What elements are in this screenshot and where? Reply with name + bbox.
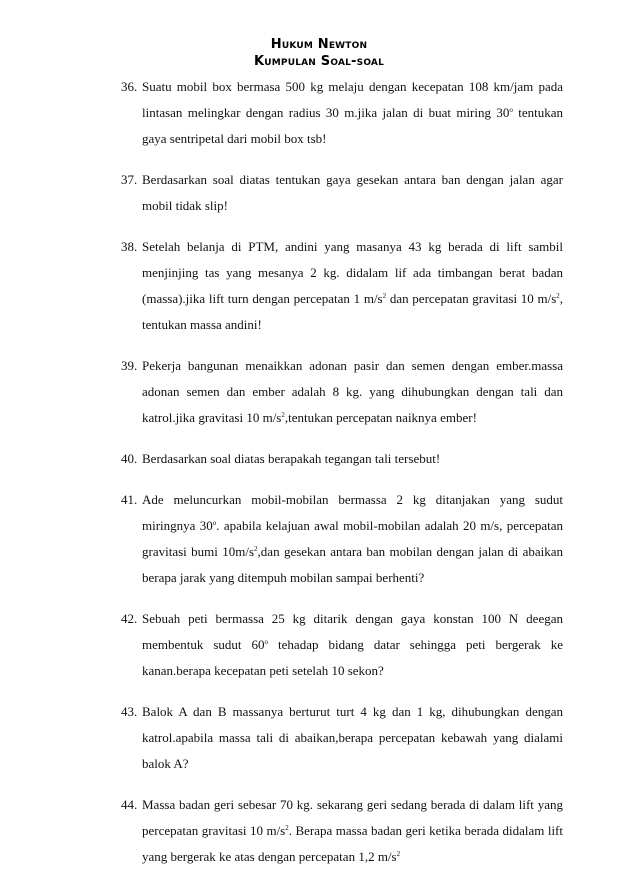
question-item — [121, 167, 563, 219]
superscript: 2 — [281, 411, 285, 419]
question-number: 40. — [121, 451, 138, 466]
superscript: 2 — [396, 850, 401, 858]
question-text — [142, 74, 563, 152]
text-segment: ,dan gesekan antara ban mobilan dengan jalan di abaikan berapa jarak yang ditempuh mobilan sampai berhenti? — [142, 544, 563, 585]
question-text — [142, 353, 563, 431]
text-segment: Berdasarkan soal diatas tentukan gaya gesekan antara ban dengan jalan agar mobil tidak slip! — [142, 172, 563, 213]
document-title: Hukum Newton — [270, 37, 368, 52]
text-segment: Berdasarkan soal diatas berapakah tegangan tali tersebut! — [142, 451, 441, 466]
question-text — [142, 792, 563, 870]
question-number: 38. — [121, 239, 138, 254]
text-segment: ,tentukan percepatan naiknya ember! — [284, 410, 477, 425]
question-number: 37. — [121, 172, 138, 187]
question-list — [121, 74, 563, 885]
text-segment: . apabila kelajuan awal mobil-mobilan adalah 20 m/s, percepatan gravitasi bumi 10m/s — [142, 518, 564, 559]
text-segment: dan percepatan gravitasi 10 m/s — [386, 291, 557, 306]
text-segment: Sebuah peti bermassa 25 kg ditarik dengan gaya konstan 100 N deegan membentuk sudut 60 — [142, 611, 563, 652]
question-item — [121, 74, 563, 152]
question-item — [121, 487, 563, 591]
question-number: 41. — [121, 492, 138, 507]
question-number: 36. — [121, 79, 138, 94]
text-segment: Setelah belanja di PTM, andini yang masanya 43 kg berada di lift sambil menjinjing tas yang mesanya 2 kg. didalam lif ada timbangan berat badan (massa).jika lift turn dengan percepatan 1 m/s — [142, 239, 563, 306]
question-number: 43. — [121, 704, 138, 719]
question-text — [142, 606, 563, 684]
document-header — [0, 36, 638, 70]
document-subtitle: Kumpulan Soal-soal — [253, 54, 385, 69]
text-segment: . Berapa massa badan geri ketika berada didalam lift yang bergerak ke atas dengan percepatan 1,2 m/s — [142, 823, 564, 864]
superscript: 2 — [382, 292, 387, 300]
question-number: 44. — [121, 797, 138, 812]
question-item — [121, 234, 563, 338]
superscript: o — [212, 519, 217, 527]
text-segment: Pekerja bangunan menaikkan adonan pasir dan semen dengan ember.massa adonan semen dan ember adalah 8 kg. yang dihubungkan dengan tali dan katrol.jika gravitasi 10 m/s — [142, 358, 563, 425]
question-item — [121, 699, 563, 777]
question-text — [142, 167, 563, 219]
text-segment: Ade meluncurkan mobil-mobilan bermassa 2 kg ditanjakan yang sudut miringnya 30 — [142, 492, 563, 533]
question-number: 39. — [121, 358, 138, 373]
question-item — [121, 792, 563, 870]
text-segment: Massa badan geri sebesar 70 kg. sekarang geri sedang berada di dalam lift yang percepatan gravitasi 10 m/s — [142, 797, 563, 838]
superscript: 2 — [556, 292, 560, 300]
superscript: o — [264, 638, 269, 646]
superscript: 2 — [285, 824, 289, 832]
question-number: 42. — [121, 611, 138, 626]
question-item — [121, 446, 563, 472]
question-text — [142, 234, 563, 338]
question-item — [121, 606, 563, 684]
question-text — [142, 699, 563, 777]
question-text — [142, 487, 563, 591]
text-segment: tentukan gaya sentripetal dari mobil box tsb! — [142, 105, 564, 146]
superscript: 2 — [254, 545, 258, 553]
text-segment: , tentukan massa andini! — [142, 291, 563, 332]
text-segment: Suatu mobil box bermasa 500 kg melaju dengan kecepatan 108 km/jam pada lintasan melingkar dengan radius 30 m.jika jalan di buat miring 30 — [142, 79, 563, 120]
question-text — [142, 446, 563, 472]
superscript: o — [509, 106, 513, 114]
question-item — [121, 353, 563, 431]
text-segment: tehadap bidang datar sehingga peti bergerak ke kanan.berapa kecepatan peti setelah 10 sekon? — [142, 637, 564, 678]
text-segment: Balok A dan B massanya berturut turt 4 kg dan 1 kg, dihubungkan dengan katrol.apabila massa tali di abaikan,berapa percepatan kebawah yang dialami balok A? — [142, 704, 563, 771]
